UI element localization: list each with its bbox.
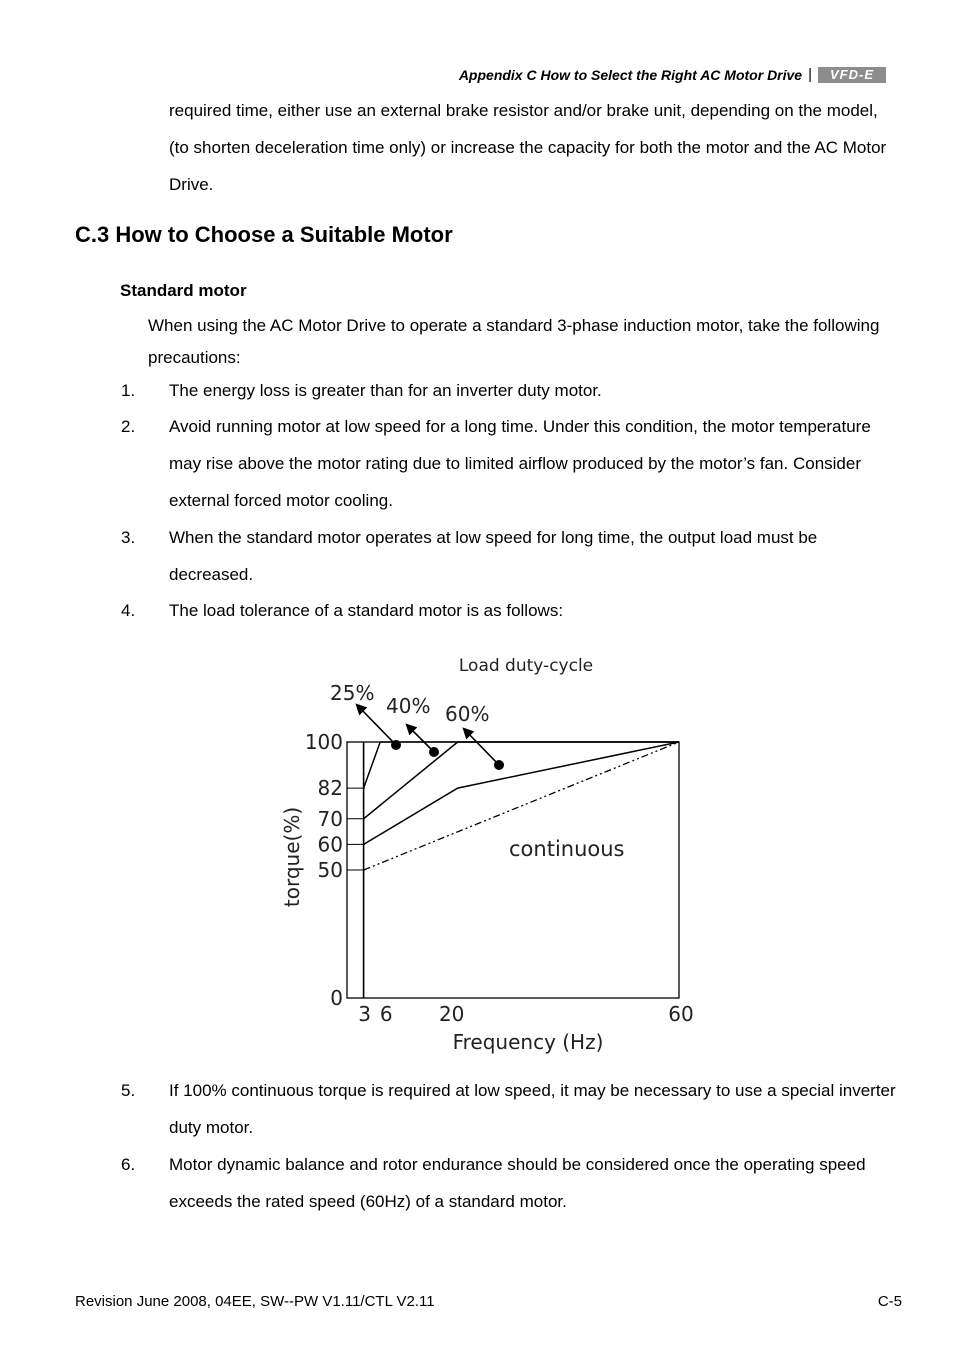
- y-tick-label: 100: [304, 730, 343, 754]
- x-tick-label: 60: [668, 1002, 694, 1026]
- y-axis-label: torque(%): [280, 806, 304, 908]
- y-tick-label: 60: [317, 832, 343, 857]
- duty-cycle-label: 25%: [330, 681, 375, 705]
- x-axis-label: Frequency (Hz): [452, 1030, 604, 1054]
- x-ticks: [358, 1002, 693, 1026]
- annotation-dot: [494, 760, 504, 770]
- section-title: C.3 How to Choose a Suitable Motor: [75, 222, 453, 247]
- list-text: If 100% continuous torque is required at low speed, it may be necessary to use a special inverter duty motor.: [169, 1081, 896, 1137]
- list-text: Motor dynamic balance and rotor endurance should be considered once the operating speed exceeds the rated speed (60Hz) of a standard motor.: [169, 1155, 866, 1211]
- footer-page-number: C-5: [877, 1293, 902, 1310]
- list-text: When the standard motor operates at low speed for long time, the output load must be decreased.: [169, 528, 818, 584]
- list-number: 4.: [121, 601, 136, 620]
- plot-frame: [347, 742, 679, 998]
- annotation-arrow: [407, 725, 434, 752]
- lead-paragraph: When using the AC Motor Drive to operate a standard 3-phase induction motor, take the following precautions:: [148, 316, 880, 367]
- y-tick-label: 70: [317, 806, 343, 831]
- series-group: [364, 742, 679, 998]
- list-number: 1.: [121, 381, 136, 400]
- chart-title: Load duty-cycle: [458, 656, 594, 676]
- list-text: Avoid running motor at low speed for a long time. Under this condition, the motor temperature may rise above the motor rating due to limited airflow produced by the motor’s fan. Consider external forced motor cooling.: [169, 417, 871, 510]
- page-header: [459, 66, 886, 83]
- x-tick-label: 6: [379, 1002, 393, 1026]
- list-number: 3.: [121, 528, 136, 547]
- continuous-label: continuous: [509, 837, 625, 861]
- list-number: 5.: [121, 1081, 136, 1100]
- series-line: [364, 742, 679, 844]
- header-separator: |: [808, 66, 812, 83]
- vfd-logo: VFD-E: [818, 67, 886, 83]
- annotations: [330, 681, 625, 861]
- load-tolerance-chart: [270, 645, 710, 1065]
- series-line: [364, 742, 679, 788]
- list-text: The energy loss is greater than for an inverter duty motor.: [169, 381, 602, 400]
- list-number: 6.: [121, 1155, 136, 1174]
- annotation-dot: [429, 747, 439, 757]
- y-ticks: [305, 730, 365, 1010]
- footer-revision: Revision June 2008, 04EE, SW--PW V1.11/CTL V2.11: [75, 1293, 435, 1310]
- annotation-dot: [391, 740, 401, 750]
- x-tick-label: 3: [358, 1002, 371, 1026]
- duty-cycle-label: 60%: [445, 702, 490, 726]
- annotation-arrow: [464, 729, 499, 765]
- duty-cycle-label: 40%: [386, 694, 431, 718]
- y-tick-label: 82: [317, 776, 343, 801]
- header-title: Appendix C How to Select the Right AC Motor Drive: [458, 66, 803, 83]
- list-number: 2.: [121, 417, 136, 436]
- intro-paragraph: required time, either use an external brake resistor and/or brake unit, depending on the model, (to shorten deceleration time only) or increase the capacity for both the motor and the AC Motor Drive.: [169, 101, 887, 194]
- x-tick-label: 20: [438, 1002, 465, 1026]
- y-tick-label: 50: [317, 858, 343, 882]
- series-line: [364, 742, 679, 819]
- list-text: The load tolerance of a standard motor is as follows:: [169, 601, 564, 620]
- subheading: Standard motor: [120, 281, 247, 300]
- y-tick-label: 0: [330, 986, 343, 1010]
